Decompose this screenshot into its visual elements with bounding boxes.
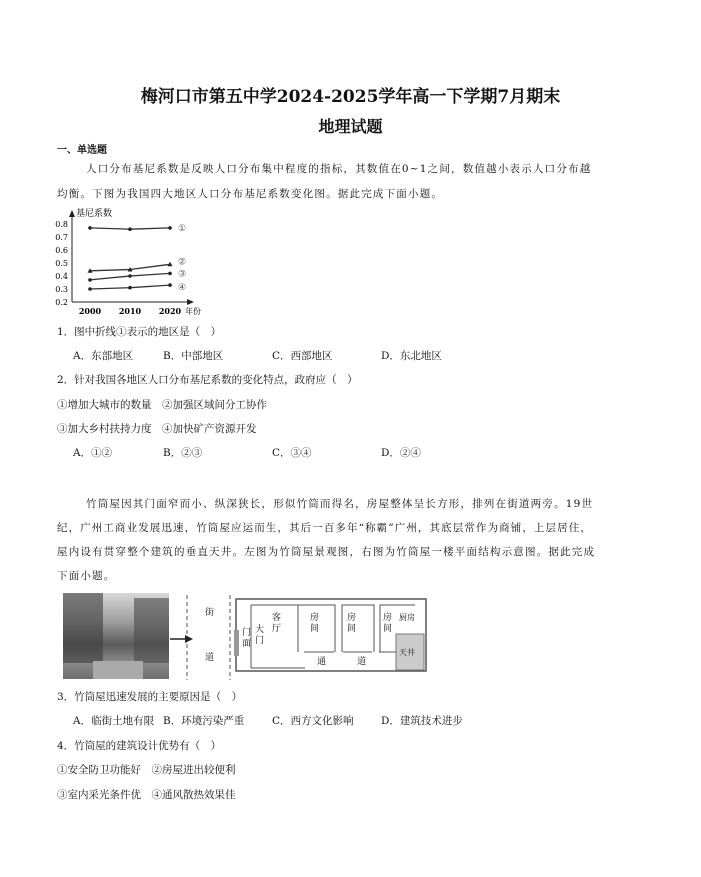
question-1: 1．图中折线①表示的地区是（ ）	[57, 326, 222, 338]
y-tick-label: 0.7	[55, 233, 68, 242]
room-label: 房	[347, 613, 357, 623]
data-point	[128, 227, 132, 231]
room-label: 间	[310, 624, 320, 634]
y-tick-label: 0.3	[55, 285, 68, 294]
street-photo	[63, 593, 169, 679]
q4-item: ③室内采光条件优 ④通风散热效果佳	[57, 789, 236, 801]
y-tick-label: 0.6	[55, 246, 68, 255]
data-point	[168, 283, 172, 287]
data-point	[128, 274, 132, 278]
series-label: ①	[178, 223, 187, 234]
hall-label: 客	[272, 613, 282, 623]
q3-option-a: A．临街土地有限	[73, 715, 155, 727]
exam-title: 梅河口市第五中学2024-2025学年高一下学期7月期末	[140, 87, 561, 107]
data-point	[88, 278, 92, 282]
question-2: 2．针对我国各地区人口分布基尼系数的变化特点，政府应（ ）	[57, 374, 358, 386]
intro2-line: 竹筒屋因其门面窄而小、纵深狭长，形似竹筒而得名，房屋整体呈长方形，排列在街道两旁。19世	[86, 498, 594, 510]
room-label: 间	[347, 624, 357, 634]
q3-option-d: D．建筑技术进步	[381, 715, 463, 727]
q2-item: ③加大乡村扶持力度 ④加快矿产资源开发	[57, 423, 257, 435]
corridor-label: 道	[357, 657, 367, 667]
q2-option-b: B．②③	[163, 447, 203, 459]
intro2-line: 下面小题。	[57, 570, 116, 582]
x-axis-arrow	[187, 299, 194, 305]
data-point	[168, 272, 172, 276]
q4-item: ①安全防卫功能好 ②房屋进出较便利	[57, 764, 236, 776]
q2-option-a: A．①②	[73, 447, 113, 459]
data-point	[128, 286, 132, 290]
q2-item: ①增加大城市的数量 ②加强区域间分工协作	[57, 399, 267, 411]
section-heading: 一、单选题	[57, 145, 107, 156]
data-point	[88, 287, 92, 291]
floor-plan-diagram	[160, 590, 440, 685]
q3-option-c: C．西方文化影响	[272, 715, 354, 727]
intro2-line: 屋内设有贯穿整个建筑的垂直天井。左图为竹筒屋景观图，右图为竹筒屋一楼平面结构示意图。据此完成	[57, 546, 596, 558]
y-axis-arrow	[69, 210, 75, 217]
y-tick-label: 0.2	[55, 298, 68, 307]
front-label: 面	[242, 639, 252, 649]
q1-option-c: C．西部地区	[272, 350, 333, 362]
intro1-line: 均衡。下图为我国四大地区人口分布基尼系数变化图。据此完成下面小题。	[57, 188, 444, 200]
kitchen-label: 厨房	[399, 613, 415, 622]
data-point	[88, 226, 92, 230]
series-label: ③	[178, 269, 187, 280]
door-label: 门	[255, 636, 265, 646]
gini-line-chart	[50, 200, 250, 322]
q1-option-b: B．中部地区	[163, 350, 224, 362]
x-tick-label: 2000	[78, 306, 102, 316]
door-label: 大	[255, 625, 265, 635]
series-label: ②	[178, 257, 187, 268]
street-label: 街	[205, 608, 215, 618]
q1-option-a: A．东部地区	[73, 350, 134, 362]
y-tick-label: 0.4	[55, 272, 68, 281]
x-tick-label: 2020	[158, 306, 182, 316]
data-point	[168, 226, 172, 230]
intro2-line: 纪，广州工商业发展迅速，竹筒屋应运而生，其后一百多年“称霸”广州，其底层常作为商铺，上层居住，	[57, 522, 592, 534]
y-tick-label: 0.5	[55, 259, 68, 268]
exam-subtitle: 地理试题	[318, 117, 383, 136]
street-label: 道	[205, 653, 215, 663]
front-label: 门	[242, 628, 252, 638]
corridor-label: 通	[317, 657, 327, 667]
q2-option-d: D．②④	[381, 447, 421, 459]
question-3: 3．竹筒屋迅速发展的主要原因是（ ）	[57, 691, 243, 703]
y-axis-label: 基尼系数	[76, 209, 113, 219]
room-label: 房	[383, 613, 393, 623]
room-label: 房	[310, 613, 320, 623]
room-label: 间	[383, 624, 393, 634]
question-4: 4．竹筒屋的建筑设计优势有（ ）	[57, 740, 222, 752]
hall-label: 厅	[272, 624, 282, 634]
y-tick-label: 0.8	[55, 220, 68, 229]
x-tick-label: 2010	[118, 306, 142, 316]
q2-option-c: C．③④	[272, 447, 312, 459]
skylight-label: 天井	[399, 648, 415, 657]
x-axis-label: 年份	[185, 307, 201, 316]
q1-option-d: D．东北地区	[381, 350, 442, 362]
series-label: ④	[178, 283, 187, 294]
intro1-line: 人口分布基尼系数是反映人口分布集中程度的指标，其数值在0~1之间，数值越小表示人口分布越	[86, 163, 592, 175]
q3-option-b: B．环境污染严重	[163, 715, 245, 727]
